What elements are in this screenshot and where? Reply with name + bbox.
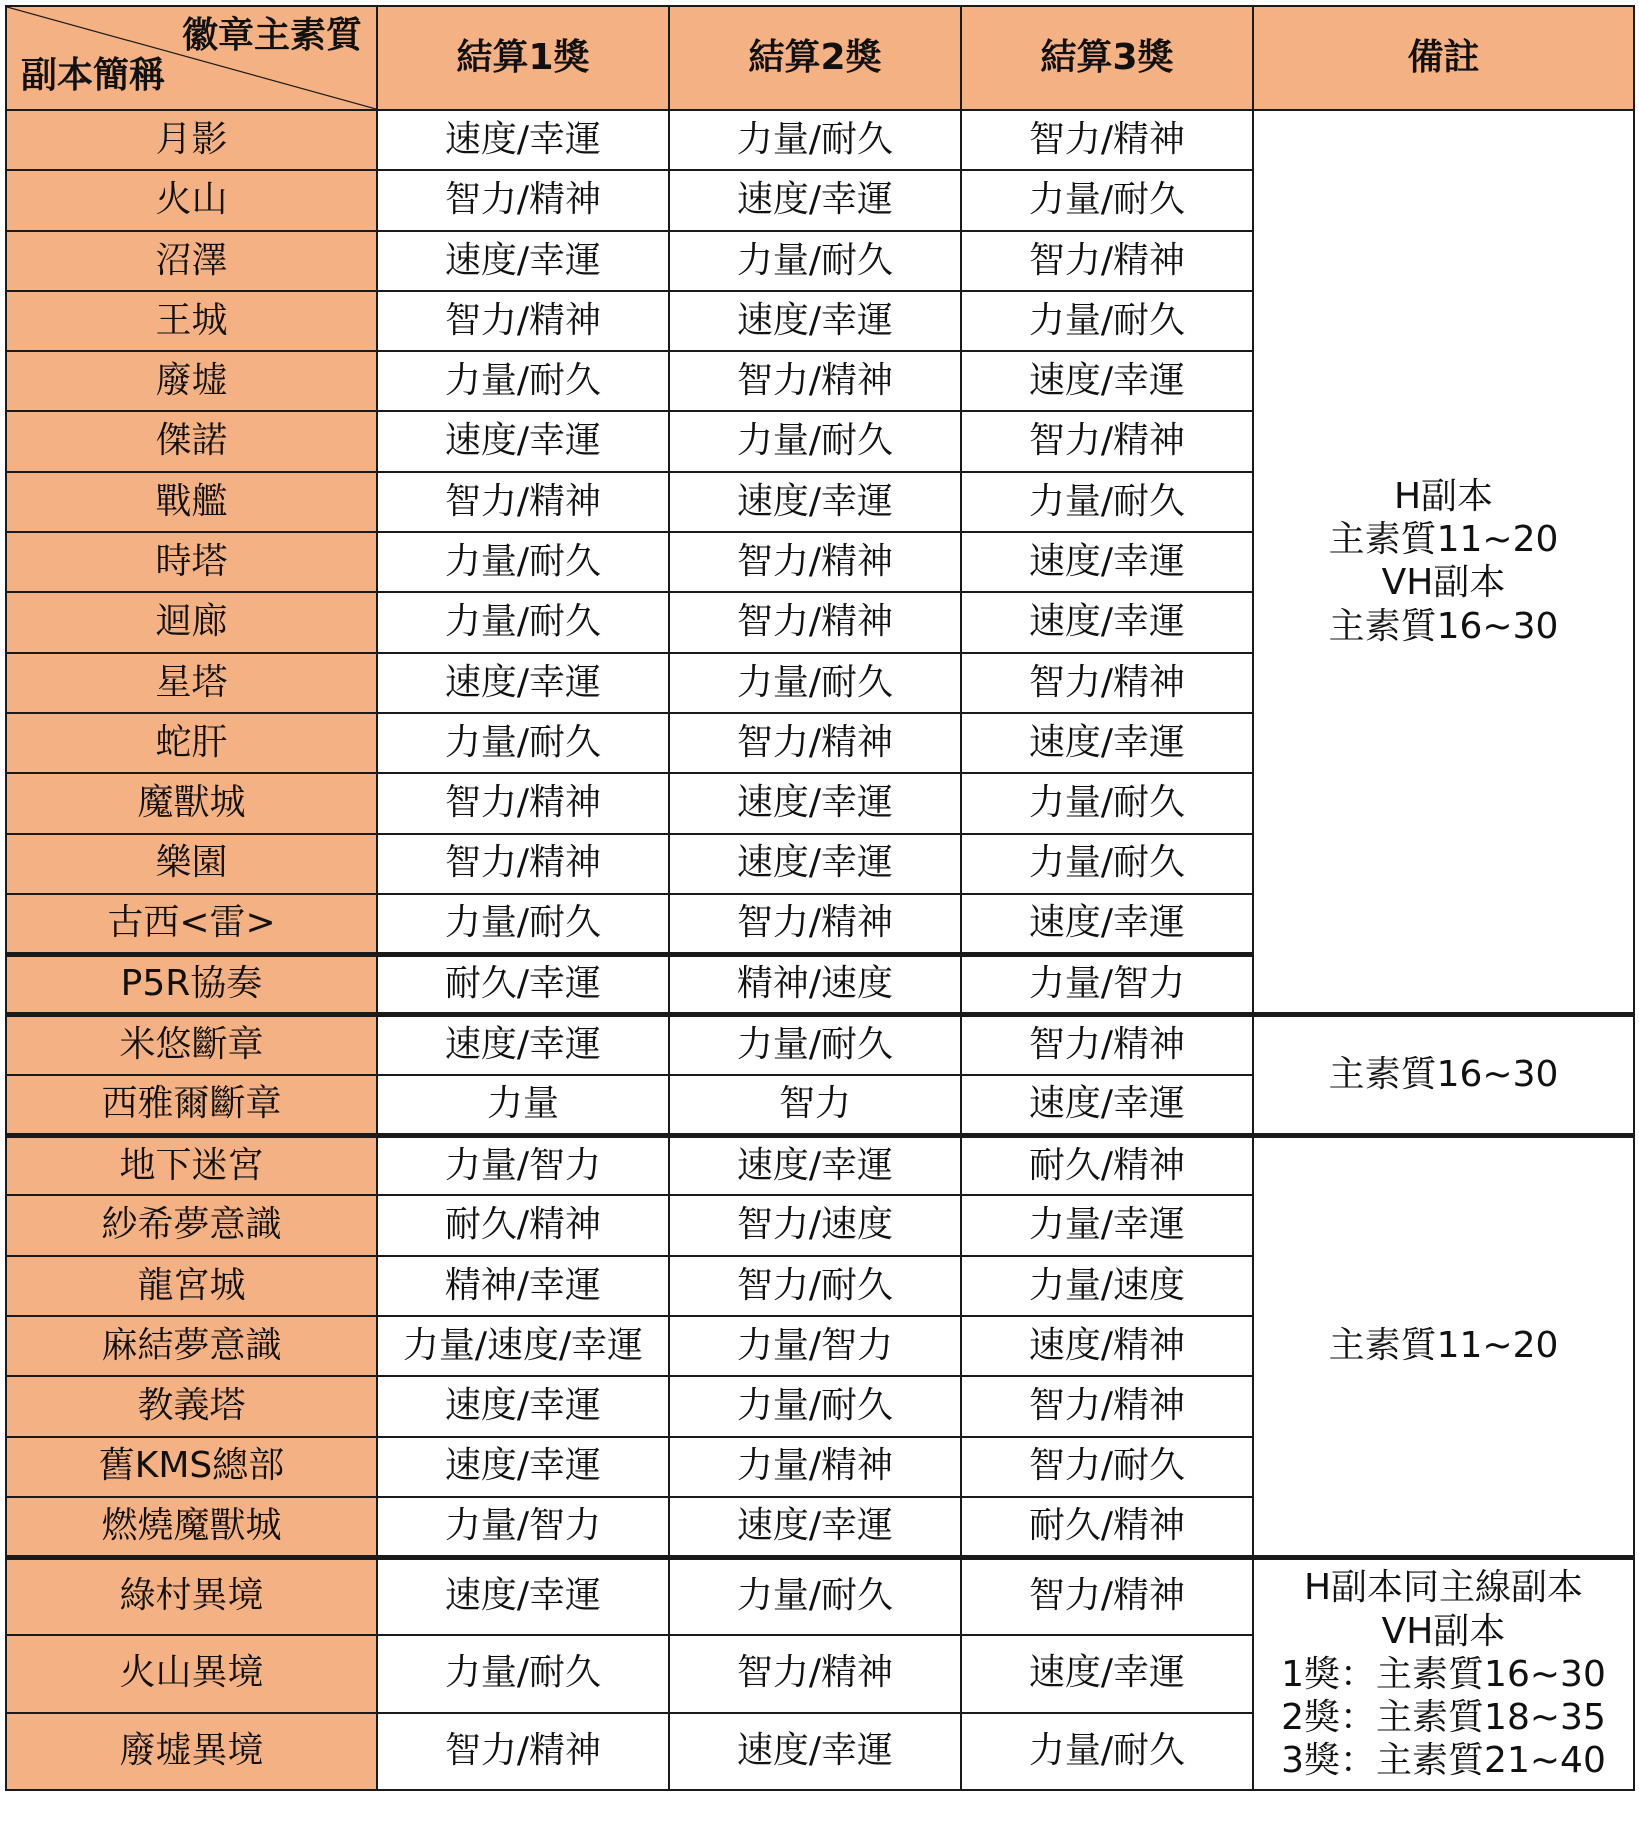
reward-2-stat-cell: 力量/耐久 [669, 110, 961, 170]
reward-1-stat-cell: 智力/精神 [377, 291, 669, 351]
dungeon-name-cell: 魔獸城 [6, 773, 377, 833]
reward-3-stat-cell: 耐久/精神 [961, 1135, 1253, 1195]
reward-1-stat-cell: 力量/耐久 [377, 351, 669, 411]
reward-2-stat-cell: 智力/速度 [669, 1195, 961, 1255]
corner-label-stat: 徽章主素質 [181, 15, 362, 56]
table-row [6, 1014, 1634, 1074]
remark-line: 3獎：主素質21~40 [1281, 1740, 1606, 1782]
reward-3-stat-cell: 智力/精神 [961, 411, 1253, 471]
remark-line: 2獎：主素質18~35 [1281, 1697, 1606, 1738]
reward-2-stat-cell: 智力 [669, 1075, 961, 1135]
reward-1-stat-cell: 速度/幸運 [377, 1557, 669, 1635]
reward-2-stat-cell: 速度/幸運 [669, 472, 961, 532]
reward-1-stat-cell: 速度/幸運 [377, 653, 669, 713]
remark-cell [1253, 110, 1634, 1014]
dungeon-name-cell: 火山異境 [6, 1635, 377, 1713]
reward-3-stat-cell: 智力/精神 [961, 1014, 1253, 1074]
reward-2-stat-cell: 速度/幸運 [669, 291, 961, 351]
reward-2-stat-cell: 智力/精神 [669, 713, 961, 773]
reward-1-stat-cell: 智力/精神 [377, 472, 669, 532]
reward-3-stat-cell: 智力/耐久 [961, 1437, 1253, 1497]
header-reward-2: 結算2獎 [669, 6, 961, 110]
header-row [6, 6, 1634, 110]
remark-line: VH副本 [1381, 1610, 1506, 1652]
dungeon-name-cell: 星塔 [6, 653, 377, 713]
reward-1-stat-cell: 智力/精神 [377, 773, 669, 833]
reward-2-stat-cell: 力量/智力 [669, 1316, 961, 1376]
corner-label-dungeon: 副本簡稱 [21, 54, 166, 96]
dungeon-name-cell: 紗希夢意識 [6, 1195, 377, 1255]
reward-1-stat-cell: 速度/幸運 [377, 411, 669, 471]
reward-2-stat-cell: 智力/精神 [669, 351, 961, 411]
header-remark: 備註 [1253, 6, 1634, 110]
reward-2-stat-cell: 力量/耐久 [669, 1376, 961, 1436]
remark-line: VH副本 [1381, 562, 1506, 604]
remark-line: 主素質11~20 [1328, 1325, 1559, 1367]
reward-2-stat-cell: 速度/幸運 [669, 1497, 961, 1557]
dungeon-name-cell: 龍宮城 [6, 1256, 377, 1316]
dungeon-name-cell: 時塔 [6, 532, 377, 592]
reward-3-stat-cell: 力量/智力 [961, 954, 1253, 1014]
reward-2-stat-cell: 智力/耐久 [669, 1256, 961, 1316]
reward-1-stat-cell: 速度/幸運 [377, 1376, 669, 1436]
reward-3-stat-cell: 智力/精神 [961, 110, 1253, 170]
reward-3-stat-cell: 力量/耐久 [961, 773, 1253, 833]
reward-2-stat-cell: 速度/幸運 [669, 773, 961, 833]
dungeon-name-cell: 綠村異境 [6, 1557, 377, 1635]
reward-1-stat-cell: 速度/幸運 [377, 1014, 669, 1074]
reward-1-stat-cell: 力量/耐久 [377, 894, 669, 954]
reward-3-stat-cell: 力量/耐久 [961, 834, 1253, 894]
reward-2-stat-cell: 力量/耐久 [669, 1014, 961, 1074]
dungeon-name-cell: 舊KMS總部 [6, 1437, 377, 1497]
reward-1-stat-cell: 智力/精神 [377, 1713, 669, 1791]
reward-1-stat-cell: 智力/精神 [377, 834, 669, 894]
reward-2-stat-cell: 力量/耐久 [669, 411, 961, 471]
reward-2-stat-cell: 力量/耐久 [669, 653, 961, 713]
reward-3-stat-cell: 智力/精神 [961, 231, 1253, 291]
reward-1-stat-cell: 耐久/精神 [377, 1195, 669, 1255]
dungeon-name-cell: 傑諾 [6, 411, 377, 471]
reward-2-stat-cell: 速度/幸運 [669, 1713, 961, 1791]
remark-cell [1253, 1014, 1634, 1135]
dungeon-name-cell: 王城 [6, 291, 377, 351]
reward-3-stat-cell: 力量/耐久 [961, 472, 1253, 532]
remark-line: 主素質11~20 [1328, 519, 1559, 561]
dungeon-name-cell: 燃燒魔獸城 [6, 1497, 377, 1557]
table-row [6, 110, 1634, 170]
reward-3-stat-cell: 速度/幸運 [961, 351, 1253, 411]
reward-3-stat-cell: 力量/耐久 [961, 170, 1253, 230]
dungeon-name-cell: 迴廊 [6, 592, 377, 652]
reward-1-stat-cell: 速度/幸運 [377, 1437, 669, 1497]
dungeon-name-cell: 西雅爾斷章 [6, 1075, 377, 1135]
corner-header-cell [6, 6, 377, 110]
reward-1-stat-cell: 力量/智力 [377, 1497, 669, 1557]
badge-stat-table-sheet [5, 5, 1633, 1817]
reward-3-stat-cell: 力量/速度 [961, 1256, 1253, 1316]
dungeon-name-cell: 火山 [6, 170, 377, 230]
dungeon-name-cell: 麻結夢意識 [6, 1316, 377, 1376]
dungeon-name-cell: 沼澤 [6, 231, 377, 291]
header-reward-1: 結算1獎 [377, 6, 669, 110]
remark-line: 主素質16~30 [1328, 605, 1559, 647]
reward-2-stat-cell: 力量/耐久 [669, 231, 961, 291]
reward-1-stat-cell: 力量 [377, 1075, 669, 1135]
reward-3-stat-cell: 智力/精神 [961, 653, 1253, 713]
dungeon-name-cell: 教義塔 [6, 1376, 377, 1436]
header-reward-3: 結算3獎 [961, 6, 1253, 110]
dungeon-name-cell: 地下迷宮 [6, 1135, 377, 1195]
reward-2-stat-cell: 智力/精神 [669, 894, 961, 954]
remark-cell [1253, 1135, 1634, 1557]
table-row [6, 1135, 1634, 1195]
reward-2-stat-cell: 智力/精神 [669, 592, 961, 652]
dungeon-name-cell: 古西<雷> [6, 894, 377, 954]
reward-3-stat-cell: 智力/精神 [961, 1376, 1253, 1436]
reward-3-stat-cell: 力量/耐久 [961, 1713, 1253, 1791]
reward-1-stat-cell: 速度/幸運 [377, 110, 669, 170]
reward-3-stat-cell: 速度/幸運 [961, 1075, 1253, 1135]
dungeon-name-cell: 蛇肝 [6, 713, 377, 773]
remark-line: 1獎：主素質16~30 [1281, 1653, 1606, 1695]
reward-1-stat-cell: 力量/耐久 [377, 1635, 669, 1713]
reward-2-stat-cell: 力量/耐久 [669, 1557, 961, 1635]
reward-1-stat-cell: 智力/精神 [377, 170, 669, 230]
reward-2-stat-cell: 速度/幸運 [669, 170, 961, 230]
dungeon-name-cell: 米悠斷章 [6, 1014, 377, 1074]
table-row [6, 1557, 1634, 1635]
reward-3-stat-cell: 速度/幸運 [961, 1635, 1253, 1713]
reward-1-stat-cell: 速度/幸運 [377, 231, 669, 291]
dungeon-name-cell: P5R協奏 [6, 954, 377, 1014]
reward-3-stat-cell: 速度/精神 [961, 1316, 1253, 1376]
reward-3-stat-cell: 力量/幸運 [961, 1195, 1253, 1255]
reward-2-stat-cell: 速度/幸運 [669, 834, 961, 894]
reward-1-stat-cell: 力量/智力 [377, 1135, 669, 1195]
reward-3-stat-cell: 速度/幸運 [961, 532, 1253, 592]
reward-2-stat-cell: 力量/精神 [669, 1437, 961, 1497]
reward-2-stat-cell: 智力/精神 [669, 1635, 961, 1713]
dungeon-name-cell: 廢墟 [6, 351, 377, 411]
remark-line: H副本同主線副本 [1303, 1567, 1584, 1609]
dungeon-name-cell: 月影 [6, 110, 377, 170]
reward-1-stat-cell: 力量/耐久 [377, 713, 669, 773]
reward-1-stat-cell: 力量/速度/幸運 [377, 1316, 669, 1376]
remark-line: 主素質16~30 [1328, 1054, 1559, 1096]
reward-3-stat-cell: 速度/幸運 [961, 713, 1253, 773]
dungeon-name-cell: 廢墟異境 [6, 1713, 377, 1791]
dungeon-name-cell: 樂園 [6, 834, 377, 894]
reward-2-stat-cell: 速度/幸運 [669, 1135, 961, 1195]
reward-1-stat-cell: 力量/耐久 [377, 592, 669, 652]
remark-line: H副本 [1393, 476, 1494, 518]
reward-3-stat-cell: 智力/精神 [961, 1557, 1253, 1635]
reward-2-stat-cell: 智力/精神 [669, 532, 961, 592]
dungeon-name-cell: 戰艦 [6, 472, 377, 532]
reward-3-stat-cell: 速度/幸運 [961, 894, 1253, 954]
reward-1-stat-cell: 精神/幸運 [377, 1256, 669, 1316]
reward-1-stat-cell: 力量/耐久 [377, 532, 669, 592]
reward-3-stat-cell: 耐久/精神 [961, 1497, 1253, 1557]
badge-stat-table [5, 5, 1635, 1791]
remark-cell [1253, 1557, 1634, 1790]
reward-3-stat-cell: 速度/幸運 [961, 592, 1253, 652]
reward-1-stat-cell: 耐久/幸運 [377, 954, 669, 1014]
reward-3-stat-cell: 力量/耐久 [961, 291, 1253, 351]
reward-2-stat-cell: 精神/速度 [669, 954, 961, 1014]
